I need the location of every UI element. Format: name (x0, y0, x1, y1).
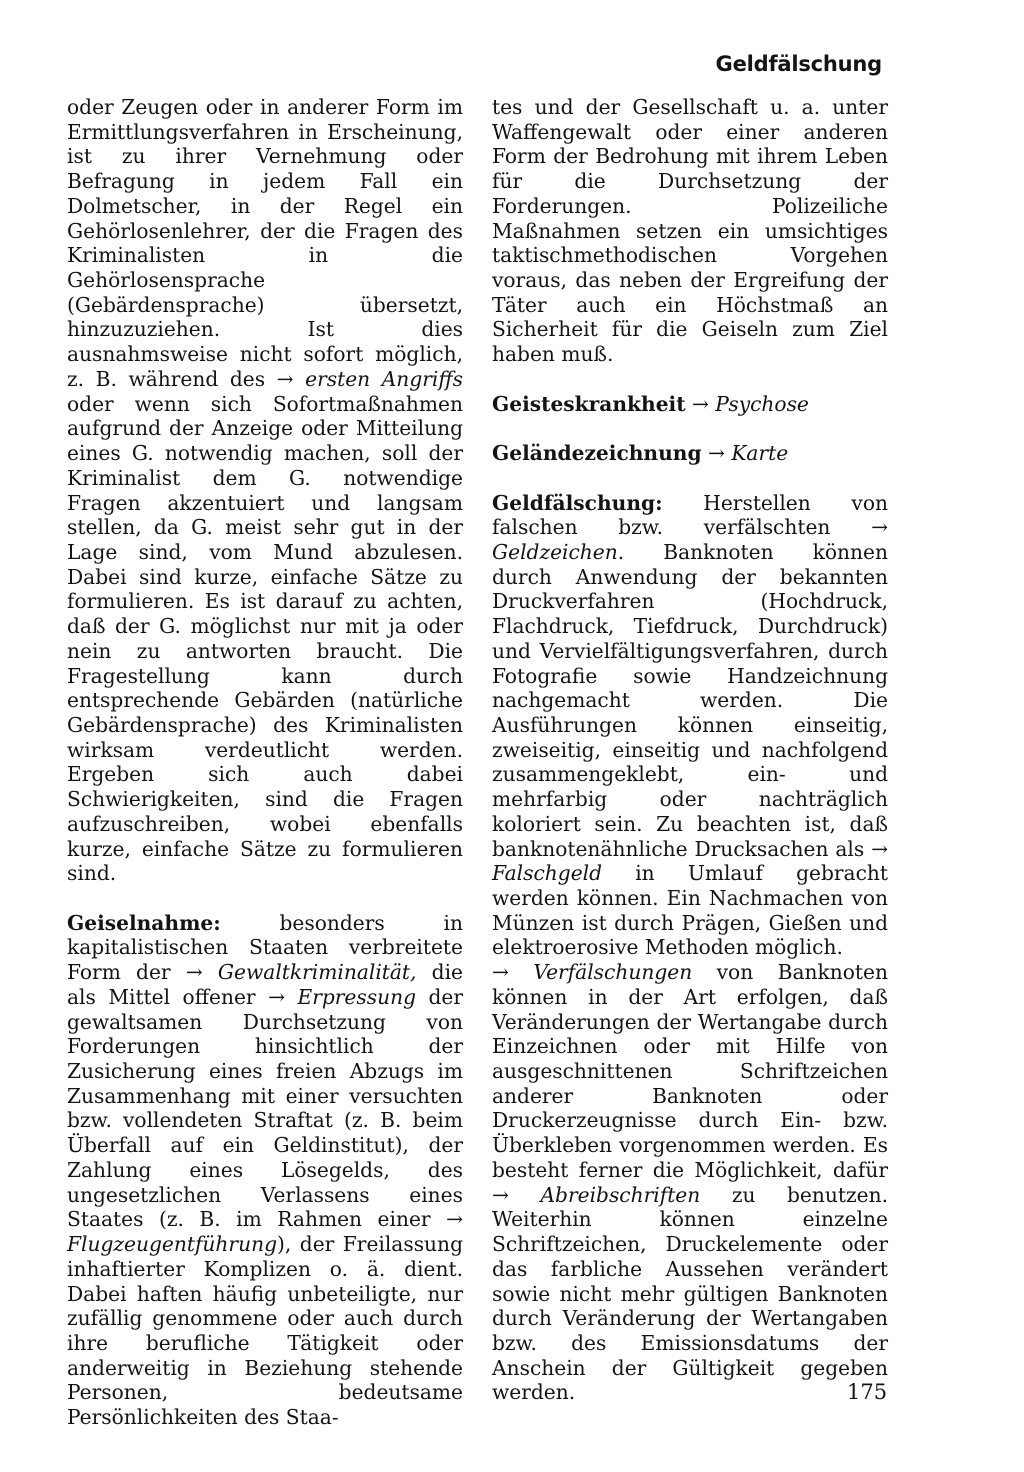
body-text: zu benutzen. Weiterhin können einzelne Schriftzeichen, Druckelemente oder das farbliche Aussehen verändert sowie nicht mehr gültigen Banknoten durch Veränderung der Wertangaben bzw. des Emissionsdatums der Anschein der Gültigkeit gegeben werden. (492, 1182, 888, 1405)
cross-reference-erpressung: → Erpressung (268, 984, 417, 1009)
body-text: in Umlauf gebracht werden können. Ein Nachmachen von Münzen ist durch Prägen, Gießen und elektroerosive Methoden möglich. (492, 861, 888, 960)
arrow-icon: → (268, 984, 285, 1009)
running-head: Geldfälschung (715, 52, 882, 76)
headword-geiselnahme: Geiselnahme: (67, 910, 221, 935)
headword-geldfaelschung: Geldfälschung: (492, 490, 663, 515)
arrow-icon: → (871, 836, 888, 861)
entry-geisteskrankheit (492, 392, 888, 417)
body-text: der gewaltsamen Durchsetzung von Forderungen hinsichtlich der Zusicherung eines freien Abzugs im Zusammenhang mit einer versuchten bzw. vollendeten Straftat (z. B. beim Überfall auf ein Geldinstitut), der Zahlung eines Lösegelds, des ungesetzlichen Verlassens eines Staates (z. B. im Rahmen einer (67, 984, 464, 1232)
body-text: von Banknoten können in der Art erfolgen, daß Veränderungen der Wertangabe durch Einzeichnen oder mit Hilfe von ausgeschnittenen Schriftzeichen anderer Banknoten oder Druckerzeugnisse durch Ein- bzw. Überkleben vorgenommen werden. Es besteht ferner die Möglichkeit, dafür (492, 960, 888, 1182)
headword-geisteskrankheit: Geisteskrankheit (492, 391, 686, 416)
cross-reference-psychose: → Psychose (691, 391, 809, 416)
arrow-icon: → (871, 515, 888, 540)
body-text: oder Zeugen oder in anderer Form im Ermittlungsverfahren in Erscheinung, ist zu ihrer Vernehmung oder Befragung in jedem Fall ein Dolmetscher, in der Regel ein Gehörlosenlehrer, der die Fragen des Kriminalisten in die Gehörlosensprache (Gebärdensprache) übersetzt, hinzuzuziehen. Ist dies ausnahmsweise nicht sofort möglich, z. B. während des (67, 95, 463, 391)
cross-reference-abreibschriften: → Abreibschriften (492, 1182, 701, 1207)
entry-continuation-gehoerlose (67, 95, 463, 886)
arrow-icon: → (691, 391, 709, 416)
right-column (492, 95, 888, 1405)
arrow-icon: → (185, 960, 203, 985)
entry-gelaendezeichnung (492, 441, 888, 466)
cross-reference-falschgeld: → Falschgeld (492, 836, 888, 886)
arrow-icon: → (276, 366, 294, 391)
entry-continuation-geiselnahme: tes und der Gesellschaft u. a. unter Waffengewalt oder einer anderen Form der Bedrohung mit ihrem Leben für die Durchsetzung der Forderungen. Polizeiliche Maßnahmen setzen ein umsichtiges taktischmethodischen Vorgehen voraus, das neben der Ergreifung der Täter auch ein Höchstmaß an Sicherheit für die Geiseln zum Ziel haben muß. (492, 95, 888, 367)
body-text: die als Mittel offener (67, 960, 463, 1009)
cross-reference-geldzeichen: → Geldzeichen. (492, 515, 888, 564)
cross-reference-verfaelschungen: → Verfälschungen (492, 960, 693, 985)
arrow-icon: → (492, 1182, 509, 1207)
cross-reference-gewaltkriminalitaet: → Gewaltkriminalität, (185, 960, 417, 985)
entry-geiselnahme (67, 911, 463, 1430)
entry-geldfaelschung (492, 491, 888, 1406)
cross-reference-karte: → Karte (708, 441, 789, 466)
cross-reference-ersten-angriffs: → ersten Angriffs (276, 366, 464, 391)
left-column (67, 95, 463, 1430)
arrow-icon: → (708, 441, 725, 466)
cross-reference-flugzeugentfuehrung: → Flugzeugentführung (67, 1207, 463, 1257)
arrow-icon: → (492, 960, 509, 985)
page-number: 175 (847, 1380, 888, 1404)
body-text: besonders in kapitalistischen Staaten verbreitete Form der (67, 910, 463, 985)
body-text: Herstellen von falschen bzw. verfälschten (492, 490, 888, 540)
body-text: Banknoten können durch Anwendung der bekannten Druckverfahren (Hochdruck, Flachdruck, Tiefdruck, Durchdruck) und Vervielfältigungsverfahren, durch Fotografie sowie Handzeichnung nachgemacht werden. Die Ausführungen können einseitig, zweiseitig, einseitig und nachfolgend zusammengeklebt, ein- und mehrfarbig oder nachträglich koloriert sein. Zu beachten ist, daß banknotenähnliche Drucksachen als (492, 539, 888, 861)
headword-gelaendezeichnung: Geländezeichnung (492, 441, 702, 466)
body-text: ), der Freilassung inhaftierter Komplizen o. ä. dient. Dabei haften häufig unbeteiligte, nur zufällig genommene oder auch durch ihre berufliche Tätigkeit oder anderweitig in Beziehung stehende Personen, bedeutsame Persönlichkeiten des Staa- (67, 1232, 463, 1430)
body-text: oder wenn sich Sofortmaßnahmen aufgrund der Anzeige oder Mitteilung eines G. notwendig machen, soll der Kriminalist dem G. notwendige Fragen akzentuiert und langsam stellen, da G. meist sehr gut in der Lage sind, vom Mund abzulesen. Dabei sind kurze, einfache Sätze zu formulieren. Es ist darauf zu achten, daß der G. möglichst nur mit ja oder nein zu antworten braucht. Die Fragestellung kann durch entsprechende Gebärden (natürliche Gebärdensprache) des Kriminalisten wirksam verdeutlicht werden. Ergeben sich auch dabei Schwierigkeiten, sind die Fragen aufzuschreiben, wobei ebenfalls kurze, einfache Sätze zu formulieren sind. (67, 391, 463, 886)
arrow-icon: → (446, 1207, 463, 1232)
